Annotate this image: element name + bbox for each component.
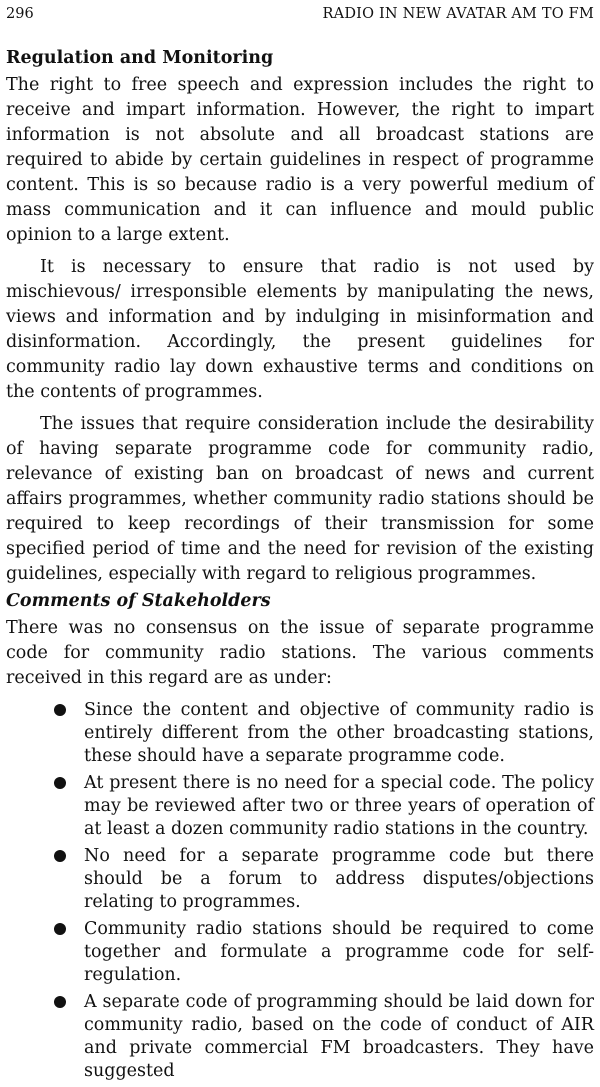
bullet-icon [54, 777, 66, 789]
list-item [6, 772, 594, 841]
list-item-text: No need for a separate programme code but there should be a forum to address disputes/objections relating to programmes. [84, 846, 594, 912]
page-body [6, 46, 594, 1087]
bullet-icon [54, 923, 66, 935]
paragraph: It is necessary to ensure that radio is not used by mischievous/ irresponsible elements by manipulating the news, views and information and by indulging in misinformation and disinformation. Accordingly, the present guidelines for community radio lay down exhaustive terms and conditions on the contents of programmes. [6, 257, 594, 402]
running-head: RADIO IN NEW AVATAR AM TO FM [322, 6, 594, 22]
list-item-text: At present there is no need for a special code. The policy may be reviewed after two or three years of operation of at least a dozen community radio stations in the country. [84, 773, 594, 839]
book-page [6, 0, 594, 1081]
paragraph: The right to free speech and expression includes the right to receive and impart information. However, the right to impart information is not absolute and all broadcast stations are required to abide by certain guidelines in respect of programme content. This is so because radio is a very powerful medium of mass communication and it can influence and mould public opinion to a large extent. [6, 75, 594, 245]
section-heading-regulation: Regulation and Monitoring [6, 48, 274, 68]
bullet-list [6, 699, 594, 1083]
list-item [6, 845, 594, 914]
list-item [6, 991, 594, 1083]
page-number: 296 [6, 6, 34, 22]
paragraph: The issues that require consideration include the desirability of having separate programme code for community radio, relevance of existing ban on broadcast of news and current affairs programmes, whether community radio stations should be required to keep recordings of their transmission for some specified period of time and the need for revision of the existing guidelines, especially with regard to religious programmes. [6, 414, 594, 584]
list-item [6, 699, 594, 768]
bullet-icon [54, 850, 66, 862]
list-item [6, 918, 594, 987]
list-item-text: Community radio stations should be required to come together and formulate a programme code for self-regulation. [84, 919, 594, 985]
list-item-text: A separate code of programming should be laid down for community radio, based on the code of conduct of AIR and private commercial FM broadcasters. They have suggested [84, 992, 594, 1081]
section-heading-comments: Comments of Stakeholders [6, 591, 271, 611]
paragraph: There was no consensus on the issue of separate programme code for community radio stations. The various comments received in this regard are as under: [6, 618, 594, 688]
page-header [6, 3, 594, 25]
bullet-icon [54, 704, 66, 716]
list-item-text: Since the content and objective of community radio is entirely different from the other broadcasting stations, these should have a separate programme code. [84, 700, 594, 766]
bullet-icon [54, 996, 66, 1008]
